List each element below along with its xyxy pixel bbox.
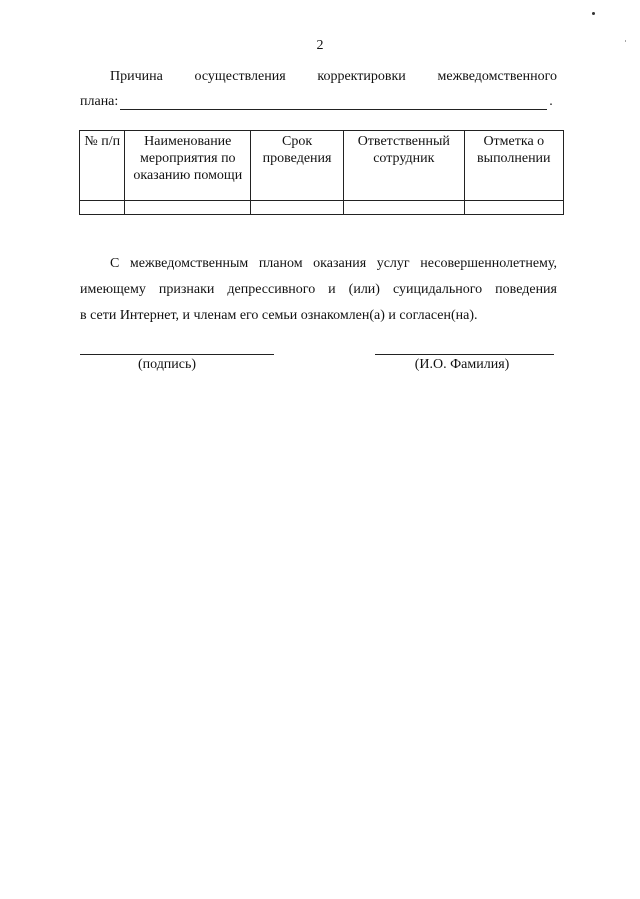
plan-label: плана: [80, 94, 119, 109]
table-row [80, 201, 564, 215]
table-cell[interactable] [251, 201, 344, 215]
reason-word: межведомственного [437, 69, 557, 84]
reason-word: осуществления [194, 69, 286, 84]
reason-word: Причина [110, 69, 163, 84]
scan-speck [625, 40, 626, 42]
page-number: 2 [316, 38, 324, 53]
header-term: Срок проведения [251, 131, 344, 201]
header-responsible: Ответственный сотрудник [344, 131, 465, 201]
header-activity-name: Наименование мероприятия по оказанию помощи [125, 131, 251, 201]
table-cell[interactable] [80, 201, 125, 215]
signature-blank-line[interactable] [80, 354, 274, 355]
table-cell[interactable] [344, 201, 465, 215]
acknowledgement-paragraph [80, 251, 557, 329]
header-completion-mark: Отметка о выполнении [464, 131, 563, 201]
header-number: № п/п [80, 131, 125, 201]
reason-word: корректировки [317, 69, 406, 84]
name-label: (И.О. Фамилия) [414, 357, 510, 372]
correction-reason-line [80, 69, 557, 85]
table-cell[interactable] [125, 201, 251, 215]
plan-table [79, 130, 564, 215]
reason-blank-line[interactable] [120, 94, 547, 110]
name-blank-line[interactable] [375, 354, 554, 355]
acknowledgement-line: С межведомственным планом оказания услуг несовершеннолетнему, [110, 256, 557, 271]
scan-speck [592, 12, 595, 15]
acknowledgement-line: имеющему признаки депрессивного и (или) суицидального поведения [80, 282, 557, 297]
plan-reason-field [80, 94, 553, 110]
acknowledgement-line: в сети Интернет, и членам его семьи ознакомлен(а) и согласен(на). [80, 308, 478, 323]
table-header-row [80, 131, 564, 201]
reason-period: . [549, 94, 553, 109]
signature-label: (подпись) [137, 357, 197, 372]
table-cell[interactable] [464, 201, 563, 215]
